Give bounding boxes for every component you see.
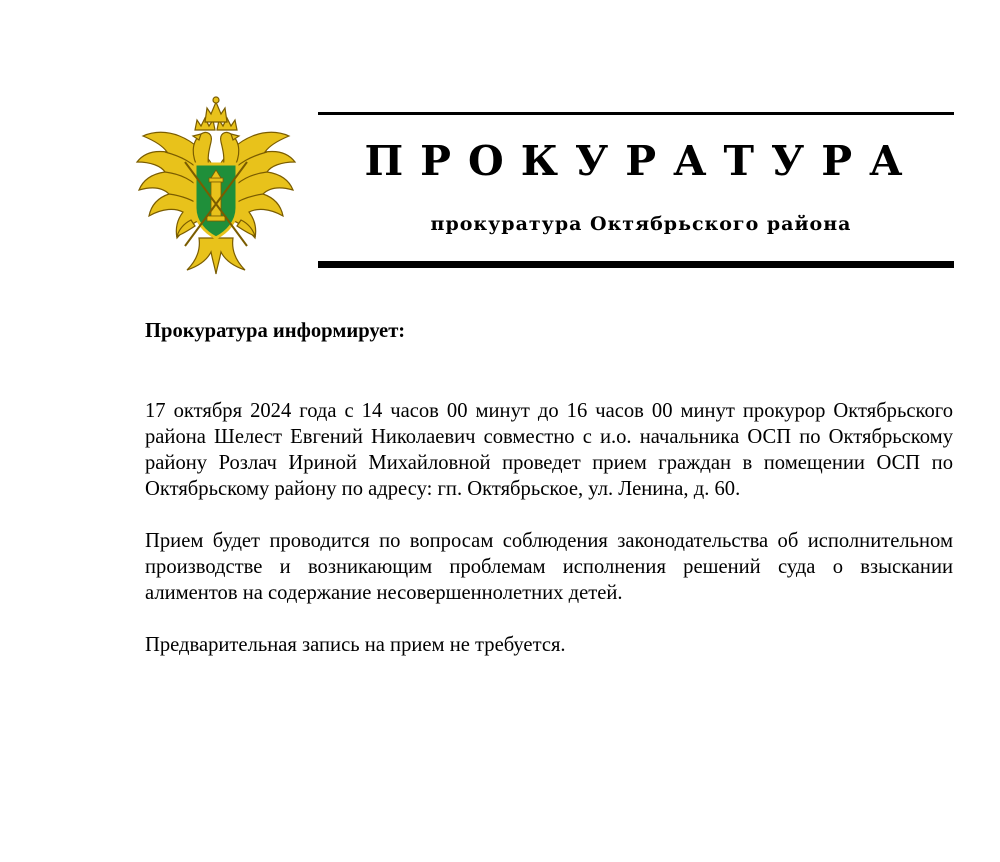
paragraph-no-appointment: Предварительная запись на прием не требуется. (145, 634, 566, 656)
announcement-heading: Прокуратура информирует: (145, 320, 406, 342)
paragraph-reception-details: 17 октября 2024 года с 14 часов 00 минут до 16 часов 00 минут прокурор Октябрьского района Шелест Евгений Николаевич совместно с и.о. начальника ОСП по Октябрьскому району Розлач Ириной Михайловной проведет прием граждан в помещении ОСП по Октябрьскому району по адресу: гп. Октябрьское, ул. Ленина, д. 60. (145, 400, 953, 500)
header-rule-top (318, 112, 954, 115)
org-subtitle: прокуратура Октябрьского района (430, 213, 852, 235)
document-body (145, 318, 953, 658)
paragraph-reception-topics: Прием будет проводится по вопросам соблюдения законодательства об исполнительном производстве и возникающим проблемам исполнения решений суда о взыскании алиментов на содержание несовершеннолетних детей. (145, 530, 953, 604)
prosecutor-emblem-icon (135, 96, 297, 276)
org-title: ПРОКУРАТУРА (364, 137, 920, 185)
header-rule-bottom (318, 261, 954, 268)
